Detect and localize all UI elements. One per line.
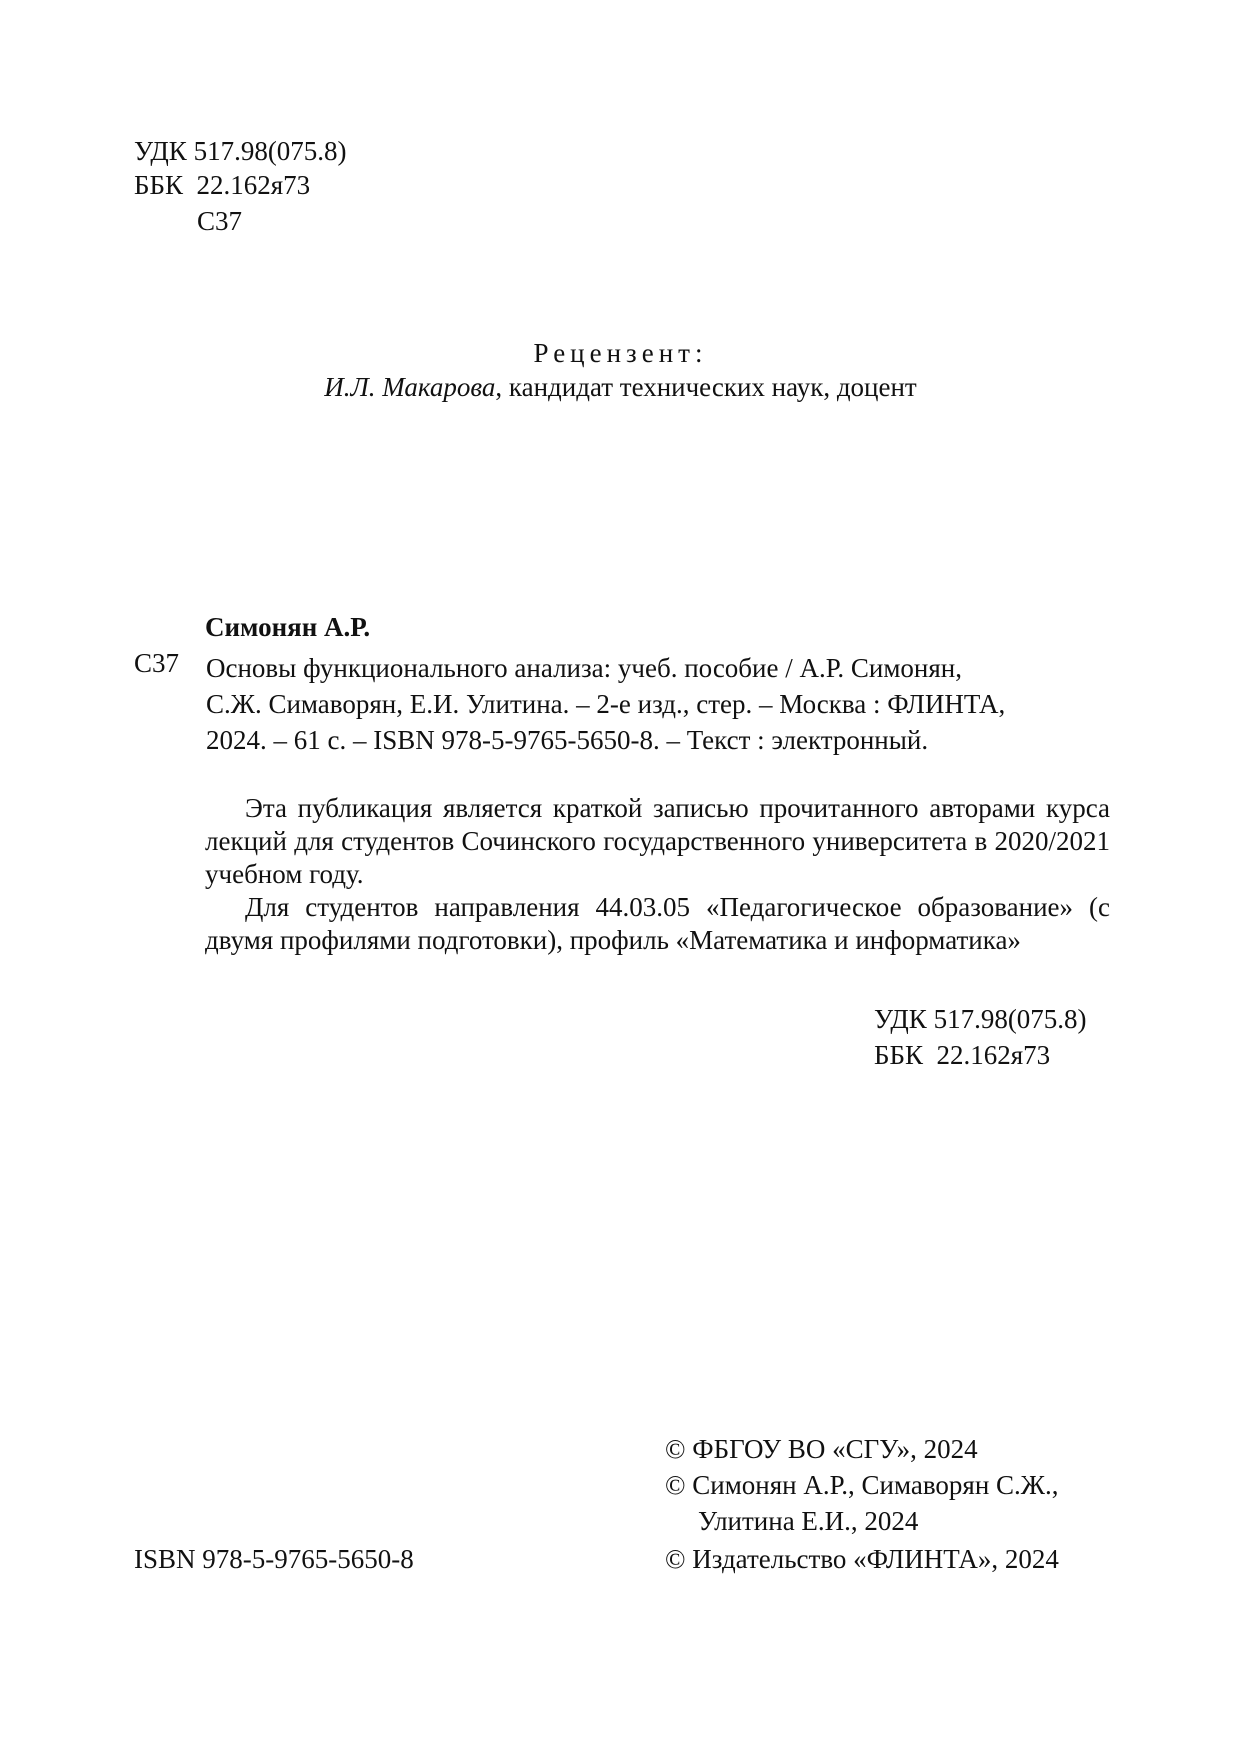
reviewer-line [0,374,1241,401]
copyright-line-3: Улитина Е.И., 2024 [698,1506,919,1536]
abstract-paragraph-1: Эта публикация является краткой записью прочитанного авторами курса лекций для студентов Сочинского государственного университета в 2020/2021 учебном году. [205,793,1110,889]
reviewer-details: , кандидат технических наук, доцент [495,372,917,402]
isbn: ISBN 978-5-9765-5650-8 [134,1544,414,1574]
copyright-line-2: © Симонян А.Р., Симаворян С.Ж., [665,1470,1059,1500]
bibliographic-line-2: С.Ж. Симаворян, Е.И. Улитина. – 2-е изд., стер. – Москва : ФЛИНТА, [206,689,1006,719]
udk-code-bottom: УДК 517.98(075.8) [874,1004,1087,1034]
bbk-code-top: ББК 22.162я73 [134,170,311,200]
bbk-code-bottom: ББК 22.162я73 [874,1040,1051,1070]
reviewer-label: Рецензент: [533,338,708,368]
udk-code-top: УДК 517.98(075.8) [134,136,347,166]
abstract-paragraph-2: Для студентов направления 44.03.05 «Педагогическое образование» (с двумя профилями подготовки), профиль «Математика и информатика» [205,892,1110,955]
bibliographic-line-1: Основы функционального анализа: учеб. пособие / А.Р. Симонян, [206,653,962,683]
copyright-line-4: © Издательство «ФЛИНТА», 2024 [665,1544,1059,1574]
author-sign-code: С37 [134,648,180,678]
reviewer-name: И.Л. Макарова [324,372,496,402]
copyright-line-1: © ФБГОУ ВО «СГУ», 2024 [665,1434,978,1464]
bibliographic-record [206,650,1110,758]
abstract [205,792,1110,957]
bibliography-author: Симонян А.Р. [205,612,371,642]
author-sign-code-top: С37 [197,206,243,236]
bibliographic-line-3: 2024. – 61 с. – ISBN 978-5-9765-5650-8. – Текст : электронный. [206,725,929,755]
